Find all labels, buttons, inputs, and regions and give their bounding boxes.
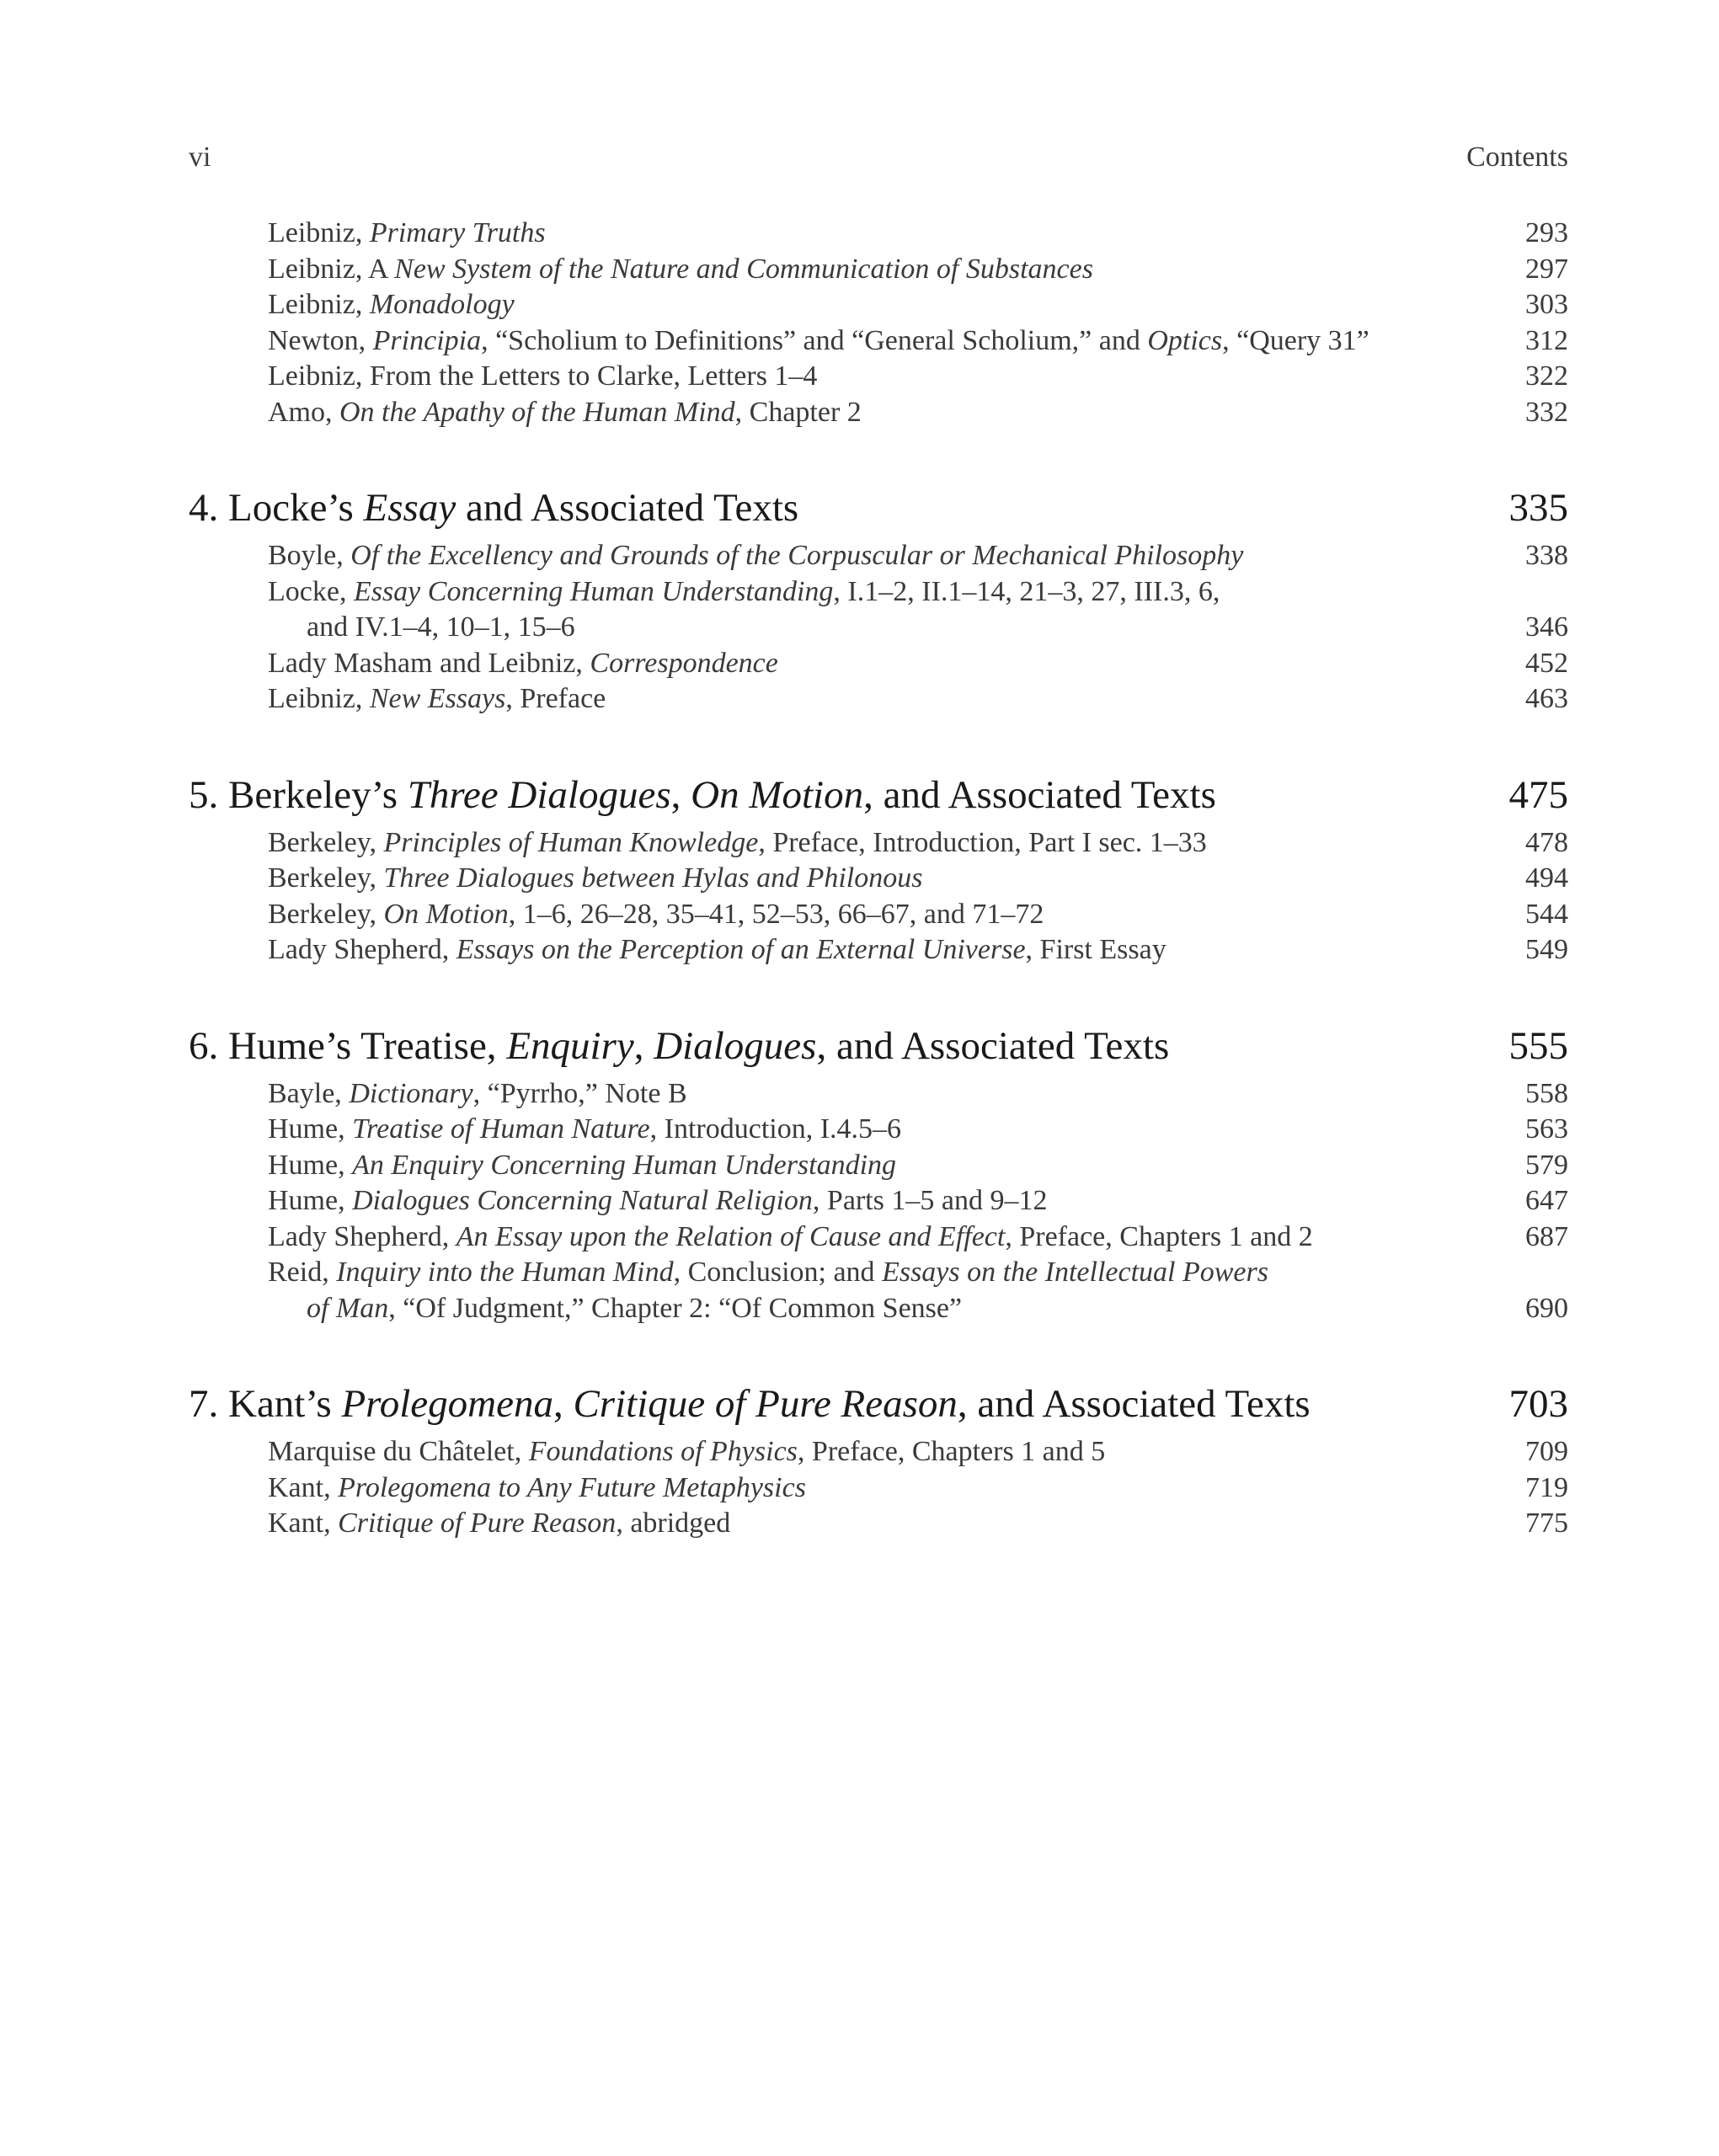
entry-title-italic: of Man [307, 1292, 389, 1324]
entry-main [268, 217, 546, 248]
entry-page-number: 303 [1525, 289, 1568, 320]
entry-author: Amo, [268, 396, 339, 428]
entry-page-number: 494 [1525, 862, 1568, 894]
toc-entry[interactable] [189, 1434, 1568, 1470]
entry-author: Leibniz, [268, 683, 370, 714]
entry-text: , I.1–2, II.1–14, 21–3, 27, III.3, 6, [833, 575, 1220, 607]
entry-title-italic: Primary Truths [369, 217, 546, 248]
entry-text: , “Query 31” [1222, 324, 1369, 356]
entry-title-italic: Monadology [369, 289, 515, 320]
entry-author: Leibniz, [268, 217, 370, 248]
entry-title-italic: Three Dialogues between Hylas and Philonous [383, 862, 923, 894]
entry-main [268, 934, 1166, 965]
entry-text: and Associated Texts [456, 486, 799, 530]
toc-entry[interactable] [189, 1219, 1568, 1256]
entry-title-italic: Dialogues [654, 1023, 817, 1068]
entry-main [268, 1508, 730, 1539]
entry-page-number: 346 [1525, 611, 1568, 643]
entry-main [268, 899, 1044, 930]
entry-text: , Preface, Chapters 1 and 5 [797, 1436, 1106, 1467]
toc-entry[interactable] [189, 574, 1568, 646]
entry-title-italic: Essays on the Intellectual Powers [882, 1257, 1268, 1288]
toc-entry[interactable] [189, 216, 1568, 252]
entry-title-italic: New System of the Nature and Communication of Substances [394, 253, 1093, 285]
entry-main [268, 540, 1243, 571]
entry-author: Kant, [268, 1471, 339, 1503]
entry-text: , Preface, Introduction, Part I sec. 1–33 [758, 826, 1207, 858]
entry-title-italic: Principia [372, 324, 482, 356]
toc-entry[interactable] [189, 359, 1568, 395]
entry-title-italic: Of the Excellency and Grounds of the Corpuscular or Mechanical Philosophy [350, 540, 1244, 571]
entry-page-number: 690 [1525, 1292, 1568, 1324]
entry-author: Hume, [268, 1113, 353, 1145]
section-title [189, 773, 1216, 817]
entry-text: , Preface, Chapters 1 and 2 [1005, 1220, 1313, 1252]
section-page-number: 703 [1508, 1382, 1568, 1426]
toc-entry[interactable] [189, 1183, 1568, 1219]
toc-entry[interactable] [189, 646, 1568, 682]
entry-main [268, 576, 1220, 607]
entry-title-italic: Essays on the Perception of an External Universe [456, 934, 1026, 965]
entry-author: Bayle, [268, 1077, 350, 1109]
entry-title-italic: Dictionary [349, 1077, 473, 1109]
entry-main [268, 1221, 1313, 1252]
section-page-number: 475 [1508, 772, 1568, 817]
entry-title-italic: Prolegomena to Any Future Metaphysics [338, 1471, 806, 1503]
entry-title-italic: Treatise of Human Nature [352, 1113, 650, 1145]
section-gap [189, 1326, 1568, 1379]
entry-title-italic: An Essay upon the Relation of Cause and Effect [456, 1220, 1006, 1252]
section-heading[interactable] [189, 1379, 1568, 1429]
entry-page-number: 332 [1525, 396, 1568, 428]
entry-author: Hume, [268, 1185, 353, 1216]
entry-author: Lady Masham and Leibniz, [268, 647, 590, 679]
section-title [189, 486, 798, 530]
entry-text: , Preface [505, 683, 606, 714]
toc-entry[interactable] [189, 252, 1568, 288]
entry-title-italic: Essay [363, 486, 456, 530]
entry-page-number: 549 [1525, 934, 1568, 965]
toc-entry[interactable] [189, 932, 1568, 969]
entry-author: Lady Shepherd, [268, 934, 456, 965]
entry-page-number: 719 [1525, 1471, 1568, 1503]
entry-page-number: 647 [1525, 1185, 1568, 1216]
entry-text: From the Letters to Clarke, Letters 1–4 [369, 360, 818, 392]
entry-page-number: 544 [1525, 898, 1568, 930]
entry-page-number: 563 [1525, 1113, 1568, 1145]
entry-page-number: 558 [1525, 1077, 1568, 1109]
toc-entry[interactable] [189, 897, 1568, 933]
entry-text: A [367, 253, 395, 285]
entry-author: Lady Shepherd, [268, 1220, 456, 1252]
entry-author: Newton, [268, 324, 373, 356]
entry-text: , First Essay [1025, 934, 1166, 965]
entry-title-italic: Dialogues Concerning Natural Religion [352, 1185, 813, 1216]
entry-main [268, 325, 1369, 356]
toc-entry[interactable] [189, 1148, 1568, 1184]
section-gap [189, 718, 1568, 770]
toc-entry[interactable] [189, 1506, 1568, 1542]
entry-text: , abridged [616, 1508, 731, 1539]
entry-author: Marquise du Châtelet, [268, 1436, 529, 1467]
toc-entry[interactable] [189, 825, 1568, 862]
entry-author: Leibniz, [268, 253, 368, 285]
entry-page-number: 293 [1525, 217, 1568, 248]
toc-entry[interactable] [189, 287, 1568, 323]
entry-text: , “Pyrrho,” Note B [472, 1077, 687, 1109]
entry-text: , and Associated Texts [816, 1023, 1170, 1068]
entry-continuation: and IV.1–4, 10–1, 15–6 [307, 611, 575, 643]
section-page-number: 555 [1508, 1023, 1568, 1068]
entry-title-italic: Prolegomena [341, 1382, 553, 1426]
entry-main [268, 1436, 1105, 1467]
entry-page-number: 687 [1525, 1220, 1568, 1252]
entry-text: 6. Hume’s Treatise, [189, 1023, 507, 1068]
section-page-number: 335 [1508, 486, 1568, 530]
entry-author: Berkeley, [268, 898, 384, 930]
entry-title-italic: An Enquiry Concerning Human Understanding [352, 1149, 897, 1181]
entry-main [268, 683, 606, 714]
toc-entry[interactable] [189, 1255, 1568, 1326]
entry-text: , Introduction, I.4.5–6 [649, 1113, 902, 1145]
toc-entry[interactable] [189, 1470, 1568, 1507]
entry-main [268, 1113, 901, 1145]
section-heading[interactable] [189, 1021, 1568, 1071]
entry-title-italic: Inquiry into the Human Mind [336, 1257, 674, 1288]
entry-title-italic: Correspondence [590, 647, 778, 679]
entry-main [268, 1257, 1268, 1288]
entry-title-italic: Optics [1147, 324, 1223, 356]
entry-main [268, 397, 862, 428]
entry-author: Hume, [268, 1149, 353, 1181]
entry-page-number: 452 [1525, 647, 1568, 679]
entry-title-italic: Three Dialogues [407, 772, 671, 817]
running-title: Contents [1466, 141, 1568, 173]
entry-author: Leibniz, [268, 360, 370, 392]
entry-text: , “Of Judgment,” Chapter 2: “Of Common Sense” [388, 1292, 963, 1324]
entry-title-italic: Critique of Pure Reason [338, 1508, 617, 1539]
toc-entry[interactable] [189, 395, 1568, 431]
running-head [189, 141, 1568, 179]
entry-main [268, 648, 778, 679]
entry-text: , [553, 1382, 574, 1426]
entry-author: Leibniz, [268, 289, 370, 320]
toc-entry[interactable] [189, 861, 1568, 897]
entry-text: , Chapter 2 [734, 396, 862, 428]
entry-text: , Conclusion; and [673, 1257, 883, 1288]
entry-title-italic: New Essays [369, 683, 506, 714]
entry-title-italic: On the Apathy of the Human Mind [339, 396, 735, 428]
toc-entry[interactable] [189, 1112, 1568, 1148]
entry-title-italic: Principles of Human Knowledge [383, 826, 759, 858]
section-title [189, 1382, 1311, 1426]
section-gap [189, 430, 1568, 483]
entry-main [268, 360, 817, 392]
entry-main [268, 1472, 806, 1503]
entry-author: Locke, [268, 575, 354, 607]
entry-title-italic: Foundations of Physics [528, 1436, 798, 1467]
table-of-contents [189, 216, 1568, 1542]
entry-continuation [268, 1291, 1433, 1327]
entry-text: , and Associated Texts [863, 772, 1216, 817]
entry-page-number: 709 [1525, 1436, 1568, 1467]
entry-title-italic: On Motion [383, 898, 509, 930]
page-folio: vi [189, 141, 211, 173]
entry-main [268, 1150, 896, 1181]
entry-title-italic: Essay Concerning Human Understanding [353, 575, 834, 607]
entry-page-number: 297 [1525, 253, 1568, 285]
entry-title-italic: Critique of Pure Reason [573, 1382, 958, 1426]
entry-main [268, 827, 1207, 858]
entry-text: , and Associated Texts [957, 1382, 1311, 1426]
entry-page-number: 579 [1525, 1149, 1568, 1181]
entry-text: , [670, 772, 691, 817]
entry-title-italic: Enquiry [506, 1023, 634, 1068]
entry-author: Kant, [268, 1508, 339, 1539]
entry-main [268, 862, 922, 894]
entry-main [268, 1185, 1048, 1216]
entry-page-number: 338 [1525, 540, 1568, 571]
entry-main [268, 1078, 687, 1109]
entry-author: Reid, [268, 1257, 337, 1288]
entry-main [268, 253, 1093, 285]
toc-entry[interactable] [189, 538, 1568, 574]
toc-entry[interactable] [189, 1076, 1568, 1113]
entry-page-number: 775 [1525, 1508, 1568, 1539]
entry-text: 5. Berkeley’s [189, 772, 408, 817]
entry-author: Berkeley, [268, 862, 384, 894]
entry-text: , 1–6, 26–28, 35–41, 52–53, 66–67, and 71–72 [508, 898, 1044, 930]
entry-page-number: 312 [1525, 324, 1568, 356]
entry-text: , [633, 1023, 654, 1068]
entry-page-number: 463 [1525, 683, 1568, 714]
entry-title-italic: On Motion [691, 772, 864, 817]
toc-entry[interactable] [189, 681, 1568, 718]
section-gap [189, 969, 1568, 1021]
entry-text: 7. Kant’s [189, 1382, 342, 1426]
entry-text: , Parts 1–5 and 9–12 [812, 1185, 1048, 1216]
toc-entry[interactable] [189, 323, 1568, 360]
entry-author: Berkeley, [268, 826, 384, 858]
section-heading[interactable] [189, 483, 1568, 533]
entry-main [268, 289, 515, 320]
section-heading[interactable] [189, 770, 1568, 820]
entry-text: , “Scholium to Definitions” and “General Scholium,” and [481, 324, 1148, 356]
entry-author: Boyle, [268, 540, 351, 571]
entry-page-number: 478 [1525, 826, 1568, 858]
section-title [189, 1024, 1169, 1068]
entry-page-number: 322 [1525, 360, 1568, 392]
entry-text: 4. Locke’s [189, 486, 364, 530]
